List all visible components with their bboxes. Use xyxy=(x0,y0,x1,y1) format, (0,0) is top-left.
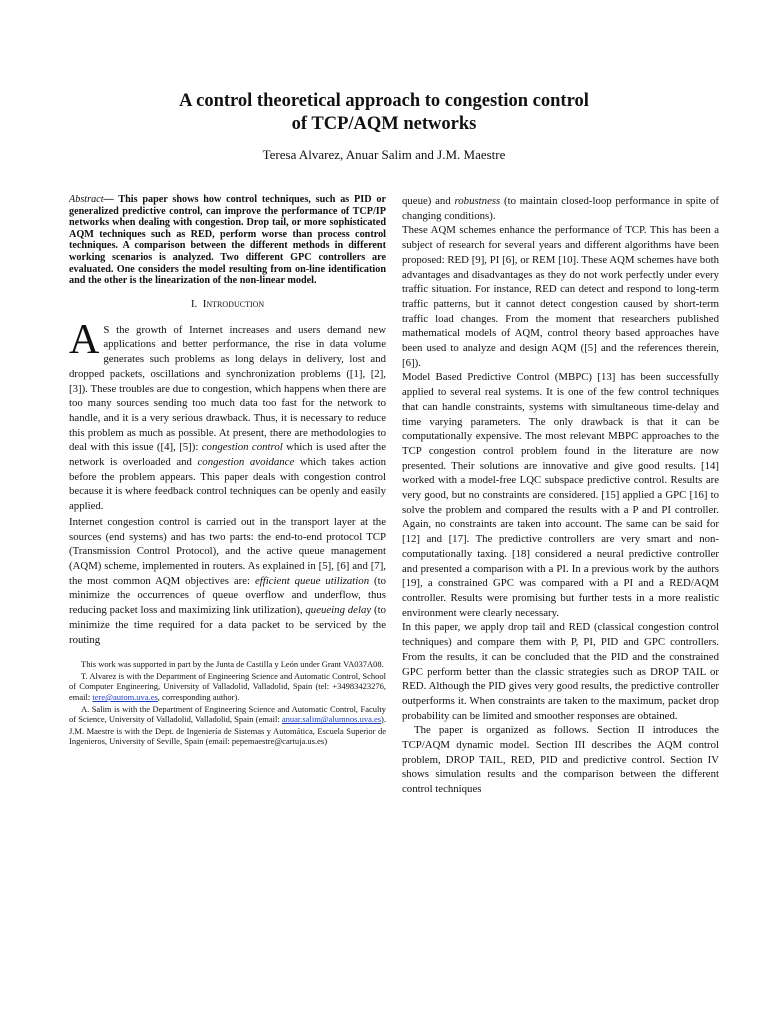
footnote-author-1 xyxy=(69,671,386,703)
intro-p3-text-b: (to maintain closed-loop performance in spite of changing conditions). xyxy=(402,195,719,222)
footnote-author-1-text: T. Alvarez is with the Department of Engineering Science and Automatic Control, School of Computer Engineering, University of Valladolid, Valladolid, Spain (tel: +34983423276, email: xyxy=(69,670,386,702)
footnote-spacer xyxy=(69,647,386,659)
intro-paragraph-7: The paper is organized as follows. Section II introduces the TCP/AQM dynamic model. Section III describes the AQM control problem, DROP TAIL, RED, PID and predictive control. Section IV shows simulation results and the comparison between the different control techniques xyxy=(402,724,719,796)
intro-paragraph-2 xyxy=(69,515,386,647)
intro-p1-emphasis-a: congestion control xyxy=(201,441,283,454)
right-column xyxy=(402,194,719,797)
section-number: I. xyxy=(190,297,198,310)
abstract-label: Abstract xyxy=(69,194,104,205)
intro-paragraph-1 xyxy=(69,316,386,514)
title-line-1: A control theoretical approach to congestion control xyxy=(179,91,589,111)
intro-p2-text-a: Internet congestion control is carried out in the transport layer at the sources (end systems) and has two parts: the end-to-end protocol TCP (Transmission Control Protocol), and the active queue management (AQM) scheme, implemented in routers. As explained in [5], [6] and [7], the most common AQM objectives are: xyxy=(69,515,386,587)
intro-p1-emphasis-b: congestion avoidance xyxy=(197,456,295,469)
intro-paragraph-5: Model Based Predictive Control (MBPC) [13] has been successfully applied to several real systems. It is one of the few control techniques that can handle constraints, systems with simultaneous time-delay and time varying parameters. The only drawback is that it can be computationally expensive. The most relevant MBPC approaches to the TCP congestion control problem found in the literature are now presented. Their solutions are innovative and give good results. [14] worked with a model-free LQC subspace predictive control. Results are very good, but no constraints are considered. [15] applied a GPC [16] to solve the problem and compared the results with a P and PI controller. Again, no constraints are taken into account. The same can be said for [12] and [17]. The predictive controllers are very smart and non-computationally taxing. [18] considered a neural predictive controller and presented a comparison with a PI. In a previous work by the authors [19], a constrained GPC was compared with a PI and a RED/AQM controller. Results were promising but further tests in a more realistic environment were clearly necessary. xyxy=(402,371,719,619)
paper-title xyxy=(0,90,768,136)
left-column xyxy=(69,194,386,748)
intro-paragraph-3 xyxy=(402,194,719,223)
intro-p1-text-b: which is used after the network is overloaded and xyxy=(69,441,386,469)
email-link-author-1[interactable]: tere@autom.uva.es xyxy=(92,692,158,702)
intro-p2-emphasis-a: efficient queue utilization xyxy=(254,574,370,587)
footnote-author-2 xyxy=(69,704,386,725)
intro-p3-emphasis: robustness xyxy=(454,195,501,207)
email-link-author-2[interactable]: anuar.salim@alumnos.uva.es xyxy=(281,714,382,725)
footnote-author-2-text: A. Salim is with the Department of Engineering Science and Automatic Control, Faculty of Science, University of Valladolid, Valladolid, Spain (email: xyxy=(69,703,386,725)
drop-cap-letter: A xyxy=(69,316,100,363)
section-heading-introduction xyxy=(69,297,386,311)
intro-p2-text-b: (to minimize the occurrences of queue overflow and underflow, thus reducing packet loss and maximizing link utilization), xyxy=(69,574,386,617)
footnote-author-1-tail: , corresponding author). xyxy=(157,692,240,702)
section-title: Introduction xyxy=(202,297,265,310)
intro-p1-text-c: which takes action before the problem appears. This paper deals with congestion control because it is where feedback control techniques can be openly and easily applied. xyxy=(69,456,386,513)
footnote-author-3: J.M. Maestre is with the Dept. de Ingeniería de Sistemas y Automática, Escuela Superior de Ingenieros, University of Seville, Spain (email: pepemaestre@cartuja.us.es) xyxy=(69,725,386,747)
abstract-body: — This paper shows how control techniques, such as PID or generalized predictive control, can improve the performance of TCP/IP networks when dealing with congestion. Drop tail, or more sophisticated AQM techniques such as RED, perform worse than process control techniques. A comparison between the different methods in different working scenarios is analyzed. Two different GPC controllers are evaluated. One considers the model resulting from on-line identification and the other is the linearization of the non-linear model. xyxy=(69,194,386,287)
intro-paragraph-4: These AQM schemes enhance the performance of TCP. This has been a subject of research for several years and different algorithms have been proposed: RED [9], PI [6], or REM [10]. These AQM schemes have both advantages and disadvantages as they do not work perfectly under every traffic situation. For instance, RED can detect and respond to long-term traffic patterns, but it cannot detect congestion caused by short-term traffic load changes. From the moment that researchers published mathematical models of AQM, control theory based approaches have been used to analyze and design AQM ([5] and the references therein,[6]). xyxy=(402,224,719,369)
footnotes xyxy=(69,659,386,747)
intro-p2-emphasis-b: queueing delay xyxy=(305,604,372,617)
author-list: Teresa Alvarez, Anuar Salim and J.M. Maestre xyxy=(262,147,506,162)
footnote-funding: This work was supported in part by the Junta de Castilla y León under Grant VA037A08. xyxy=(81,659,384,670)
intro-p1-text-a: S the growth of Internet increases and users demand new applications and better performance, the rise in data volume generates such problems as long delays in delivery, lost and dropped packets, oscillations and synchronization problems ([1], [2], [3]). These troubles are due to congestion, which happens when there are too many sources sending too much data too fast for the network to handle, and it is a very serious drawback. Thus, it is necessary to reduce this problem as much as possible. At present, there are methodologies to deal with this issue ([4], [5]): xyxy=(69,323,386,454)
abstract xyxy=(69,194,386,287)
intro-p2-text-c: (to minimize the time required for a data packet to be serviced by the routing xyxy=(69,604,386,646)
footnote-author-2-tail: ). xyxy=(381,714,387,725)
intro-p3-text-a: queue) and xyxy=(402,195,455,207)
title-line-2: of TCP/AQM networks xyxy=(291,114,477,134)
intro-paragraph-6: In this paper, we apply drop tail and RED (classical congestion control techniques) and compare them with P, PI, PID and GPC controllers. From the results, it can be concluded that the PID and the constrained GPC perform better than the classic strategies such as DROP TAIL or RED. Although the PID gives very good results, the predictive controller outperforms it. When constraints are taken to the maximum, packet drop probability can be limited and smoother responses are obtained. xyxy=(402,621,719,722)
